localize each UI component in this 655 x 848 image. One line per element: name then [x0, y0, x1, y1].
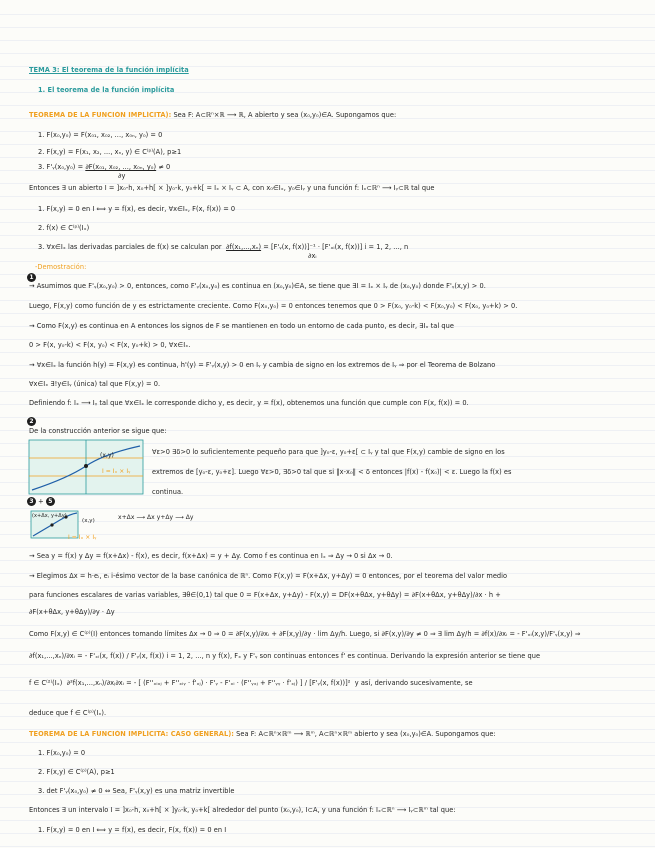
- hypothesis-1: 1. F(x₀,y₀) = F(x₀₁, x₀₂, ..., x₀ₙ, y₀) = 0: [38, 131, 163, 139]
- figure-2-interval-label: I = Iₓ × Iᵧ: [68, 534, 97, 541]
- figure-1-point-label: (x,y): [100, 452, 114, 459]
- proof-line: extremos de [y₀-ε, y₀+ε]. Luego ∀ε>0, ∃δ>0 tal que si ‖x-x₀‖ < δ entonces |f(x) - f(x₀)| < ε. Luego la f(x) es: [152, 468, 512, 476]
- figure-2-increment: x+Δx ⟶ Δx y+Δy ⟶ Δy: [118, 514, 194, 521]
- proof-line: f ∈ C⁽²⁾(Iₓ) ∂²f(x₁,...,xₙ)/∂xⱼ∂xᵢ = - [ (F''ₓᵢₓⱼ + F''ₓᵢᵧ · f'ₓⱼ) · F'ᵧ - F'ₓᵢ · (F''ᵧₓⱼ + F''ᵧᵧ · f'ₓⱼ) ] / [F'ᵧ(x, f(x))]² y así, derivando sucesivamente, se: [29, 679, 473, 687]
- hypothesis-2: 2. F(x,y) = F(x₁, x₂, ..., xₙ, y) ∈ C⁽ᵖ⁾(A), p≥1: [38, 148, 182, 156]
- proof-line: De la construcción anterior se sigue que:: [29, 427, 167, 435]
- general-hypothesis-1: 1. F(x₀,y₀) = 0: [38, 749, 86, 757]
- proof-line: Luego, F(x,y) como función de y es estrictamente creciente. Como F(x₀,y₀) = 0 entonces tenemos que 0 > F(x₀, y₀-k) < F(x₀,y₀) < F(x₀, y₀+k) > 0.: [29, 302, 518, 310]
- conclusion-intro: Entonces ∃ un abierto I = ]x₀-h, x₀+h[ × ]y₀-k, y₀+k[ = Iₓ × Iᵧ ⊂ A, con x₀∈Iₓ, y₀∈Iᵧ y una función f: Iₓ⊂ℝⁿ ⟶ Iᵧ⊂ℝ tal que: [29, 184, 435, 192]
- hypothesis-3-denominator: ∂y: [118, 172, 126, 180]
- proof-line: deduce que f ∈ C⁽ᵖ⁾(Iₓ).: [29, 709, 107, 717]
- thesis-2: 2. f(x) ∈ C⁽ᵖ⁾(Iₓ): [38, 224, 90, 232]
- step-3-marker: 3 + 5: [27, 497, 655, 507]
- figure-1-interval-label: I = Iₓ × Iᵧ: [102, 468, 131, 475]
- proof-line: Definiendo f: Iₓ ⟶ Iᵧ tal que ∀x∈Iₓ le corresponde dicho y, es decir, y = f(x), obtenemos una función que cumple con F(x, f(x)) = 0.: [29, 399, 469, 407]
- proof-line: → ∀x∈Iₓ la función h(y) = F(x,y) es continua, h'(y) = F'ᵧ(x,y) > 0 en Iᵧ y cambia de signo en los extremos de Iᵧ ⇒ por el Teorema de Bolzano: [29, 361, 496, 369]
- proof-line: → Sea y = f(x) y Δy = f(x+Δx) - f(x), es decir, f(x+Δx) = y + Δy. Como f es continua en Iₓ ⇒ Δy → 0 si Δx → 0.: [29, 552, 393, 560]
- general-hypothesis-2: 2. F(x,y) ∈ C⁽ᵖ⁾(A), p≥1: [38, 768, 115, 776]
- step-1-marker: 1: [27, 273, 655, 283]
- proof-line: ∂f(x₁,...,xₙ)/∂xᵢ = - F'ₓᵢ(x, f(x)) / F'ᵧ(x, f(x)) i = 1, 2, ..., n y f(x), Fₓ y F'ᵧ son continuas entonces f' es continua. Derivando la expresión anterior se tiene que: [29, 652, 541, 660]
- figure-2-point-label: (x,y): [82, 518, 95, 524]
- proof-line: 0 > F(x, y₀-k) < F(x, y₀) < F(x, y₀+k) > 0, ∀x∈Iₓ.: [29, 341, 191, 349]
- thesis-3-denominator: ∂xᵢ: [308, 252, 317, 260]
- proof-line: → Como F(x,y) es continua en A entonces los signos de F se mantienen en todo un entorno de cada punto, es decir, ∃Iₓ tal que: [29, 322, 454, 330]
- general-hypothesis-3: 3. det F'ᵧ(x₀,y₀) ≠ 0 ⇔ Sea, F'ᵧ(x,y) es una matriz invertible: [38, 787, 235, 795]
- proof-line: ∀ε>0 ∃δ>0 lo suficientemente pequeño para que ]y₀-ε, y₀+ε[ ⊂ Iᵧ y tal que F(x,y) cambie de signo en los: [152, 448, 505, 456]
- proof-line: ∂F(x+θΔx, y+θΔy)/∂y · Δy: [29, 608, 115, 616]
- general-theorem-statement: TEOREMA DE LA FUNCIÓN IMPLÍCITA: CASO GENERAL): Sea F: A⊂ℝⁿ×ℝᵐ ⟶ ℝᵐ, A⊂ℝⁿ×ℝᵐ abierto y sea (x₀,y₀)∈A. Supongamos que:: [29, 730, 496, 738]
- thesis-1: 1. F(x,y) = 0 en I ⟺ y = f(x), es decir, ∀x∈Iₓ, F(x, f(x)) = 0: [38, 205, 236, 213]
- general-thesis-1: 1. F(x,y) = 0 en I ⟺ y = f(x), es decir, F(x, f(x)) = 0 en I: [38, 826, 227, 834]
- figure-2-top-label: (x+Δx, y+Δy): [32, 513, 67, 519]
- proof-line: → Elegimos Δx = h·eᵢ, eᵢ i-ésimo vector de la base canónica de ℝⁿ. Como F(x,y) = F(x+Δx, y+Δy) = 0 entonces, por el teorema del valor medio: [29, 572, 508, 580]
- proof-line: para funciones escalares de varias variables, ∃θ∈(0,1) tal que 0 = F(x+Δx, y+Δy) - F(x,y) = DF(x+θΔx, y+θΔy) = ∂F(x+θΔx, y+θΔy)/∂x · h +: [29, 591, 501, 599]
- general-conclusion-intro: Entonces ∃ un intervalo I = ]x₀-h, x₀+h[ × ]y₀-k, y₀+k[ alrededor del punto (x₀,y₀), I⊂A, y una función f: Iₓ⊂ℝⁿ ⟶ Iᵧ⊂ℝᵐ tal que:: [29, 806, 456, 814]
- hypothesis-3: 3. F'ᵧ(x₀,y₀) = ∂F(x₀₁, x₀₂, ..., x₀ₙ, y₀) ≠ 0: [38, 163, 171, 171]
- proof-heading: -Demostración:: [35, 263, 87, 271]
- thesis-3: 3. ∀x∈Iₓ las derivadas parciales de f(x) se calculan por ∂f(x₁,...,xₙ) = [F'ᵧ(x, f(x))]⁻¹ · [F'ₓᵢ(x, f(x))] i = 1, 2, ..., n: [38, 243, 409, 251]
- page-title: TEMA 3: El teorema de la función implícita: [29, 66, 189, 74]
- theorem-statement: TEOREMA DE LA FUNCIÓN IMPLÍCITA): Sea F: A⊂ℝⁿ×ℝ ⟶ ℝ, A abierto y sea (x₀,y₀)∈A. Supongamos que:: [29, 111, 397, 119]
- proof-line: Como F(x,y) ∈ C⁽ᵖ⁾(I) entonces tomando límites Δx → 0 ⇒ 0 = ∂F(x,y)/∂xᵢ + ∂F(x,y)/∂y · lim Δy/h. Luego, si ∂F(x,y)/∂y ≠ 0 ⇒ ∃ lim Δy/h = ∂f(x)/∂xᵢ = - F'ₓᵢ(x,y)/F'ᵧ(x,y) ⇒: [29, 630, 581, 638]
- section-heading: 1. El teorema de la función implícita: [38, 86, 175, 94]
- general-theorem-title: TEOREMA DE LA FUNCIÓN IMPLÍCITA: CASO GENERAL):: [29, 730, 234, 738]
- proof-line: ∀x∈Iₓ ∃!y∈Iᵧ (única) tal que F(x,y) = 0.: [29, 380, 161, 388]
- theorem-title: TEOREMA DE LA FUNCIÓN IMPLÍCITA):: [29, 111, 172, 119]
- proof-line: continua.: [152, 488, 184, 496]
- proof-line: → Asumimos que F'ᵧ(x₀,y₀) > 0, entonces, como F'ᵧ(x₀,y₀) es continua en (x₀,y₀)∈A, se tiene que ∃I = Iₓ × Iᵧ de (x₀,y₀) donde F'ᵧ(x,y) > 0.: [29, 282, 486, 290]
- step-2-marker: 2: [27, 417, 655, 427]
